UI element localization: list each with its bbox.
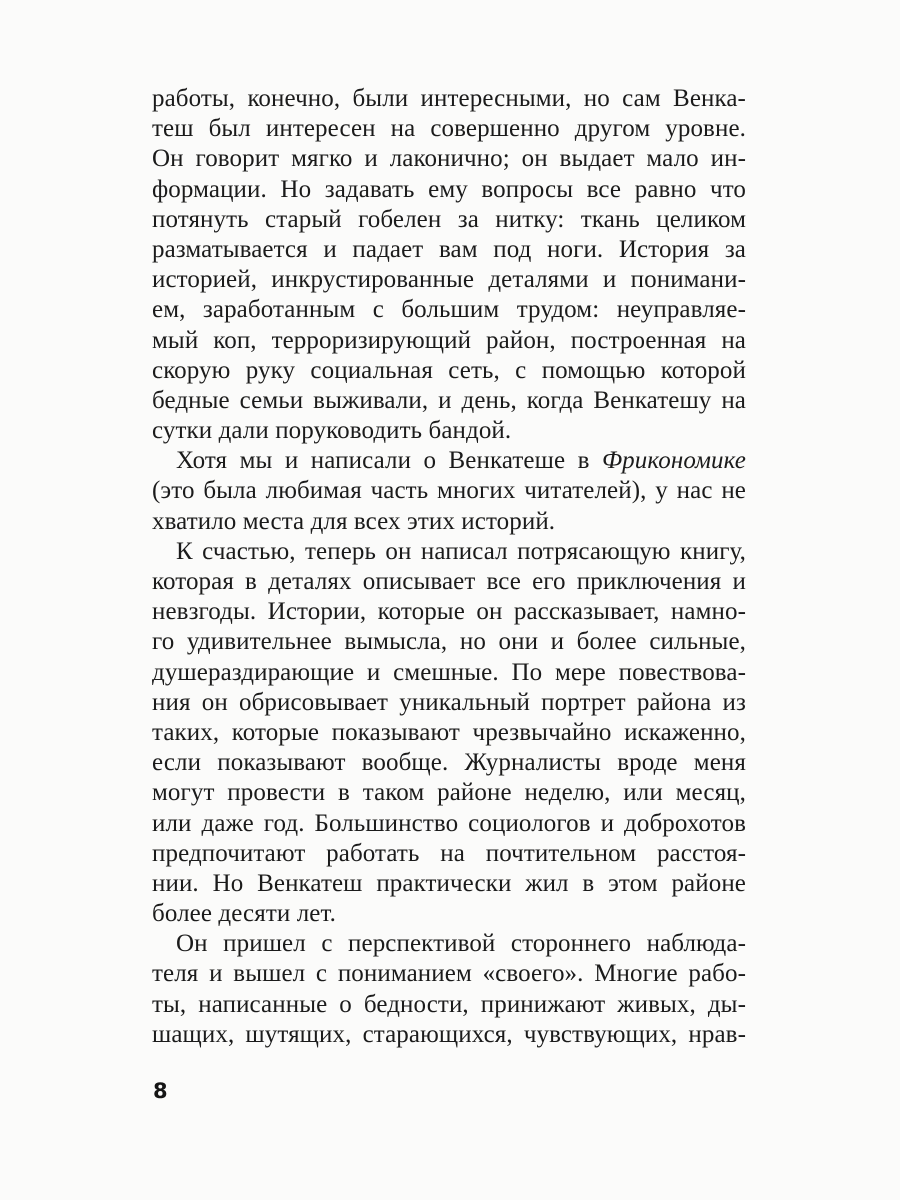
text-line: ем, заработанным с большим трудом: неуправляе- bbox=[152, 296, 746, 324]
text-line: если показывают вообще. Журналисты вроде меня bbox=[152, 749, 746, 777]
text-line: потянуть старый гобелен за нитку: ткань целиком bbox=[152, 205, 746, 233]
text-line: хватило места для всех этих историй. bbox=[152, 507, 556, 535]
paragraph bbox=[152, 929, 746, 1050]
body-text bbox=[152, 84, 746, 1050]
text-line: теля и вышел с пониманием «своего». Многие рабо- bbox=[152, 960, 746, 988]
text-line: сутки дали поруководить бандой. bbox=[152, 417, 512, 445]
text-line: или даже год. Большинство социологов и доброхотов bbox=[152, 809, 746, 837]
text-line: более десяти лет. bbox=[152, 900, 336, 928]
text-line: К счастью, теперь он написал потрясающую книгу, bbox=[176, 537, 746, 565]
italic-text: Фрикономике bbox=[601, 447, 746, 475]
text-line: ния он обрисовывает уникальный портрет района из bbox=[152, 688, 746, 716]
text-line: предпочитают работать на почтительном расстоя- bbox=[152, 839, 746, 867]
text-line: разматывается и падает вам под ноги. История за bbox=[152, 235, 746, 263]
text-line: таких, которые показывают чрезвычайно искаженно, bbox=[152, 718, 746, 746]
text-line: нии. Но Венкатеш практически жил в этом районе bbox=[152, 869, 746, 897]
text-line: историей, инкрустированные деталями и понимани- bbox=[152, 266, 746, 294]
text-line: шащих, шутящих, старающихся, чувствующих, нрав- bbox=[152, 1020, 746, 1048]
text-line: могут провести в таком районе неделю, или месяц, bbox=[152, 779, 746, 807]
paragraph bbox=[152, 84, 746, 446]
text-line: скорую руку социальная сеть, с помощью которой bbox=[152, 356, 746, 384]
text-line: Хотя мы и написали о Венкатеше в Фрикономике bbox=[176, 447, 746, 475]
text-line: мый коп, терроризирующий район, построенная на bbox=[152, 326, 746, 354]
page-number: 8 bbox=[153, 1079, 168, 1103]
text-line: (это была любимая часть многих читателей), у нас не bbox=[152, 477, 746, 505]
text-line: Он говорит мягко и лаконично; он выдает мало ин- bbox=[152, 145, 746, 173]
text-line: которая в деталях описывает все его приключения и bbox=[152, 568, 746, 595]
text-line: формации. Но задавать ему вопросы все равно что bbox=[152, 175, 746, 203]
text-line: душераздирающие и смешные. По мере повествова- bbox=[152, 658, 746, 686]
text-line: невзгоды. Истории, которые он рассказывает, намно- bbox=[152, 598, 746, 626]
paragraph bbox=[152, 446, 746, 537]
text-line: теш был интересен на совершенно другом уровне. bbox=[152, 115, 746, 143]
paragraph bbox=[152, 537, 746, 929]
text-line: работы, конечно, были интересными, но сам Венка- bbox=[152, 85, 746, 112]
text-line: Он пришел с перспективой стороннего наблюда- bbox=[176, 930, 746, 958]
text-line: ты, написанные о бедности, принижают живых, ды- bbox=[152, 990, 746, 1018]
text-line: го удивительнее вымысла, но они и более сильные, bbox=[152, 628, 746, 656]
text-line: бедные семьи выживали, и день, когда Венкатешу на bbox=[152, 386, 746, 414]
